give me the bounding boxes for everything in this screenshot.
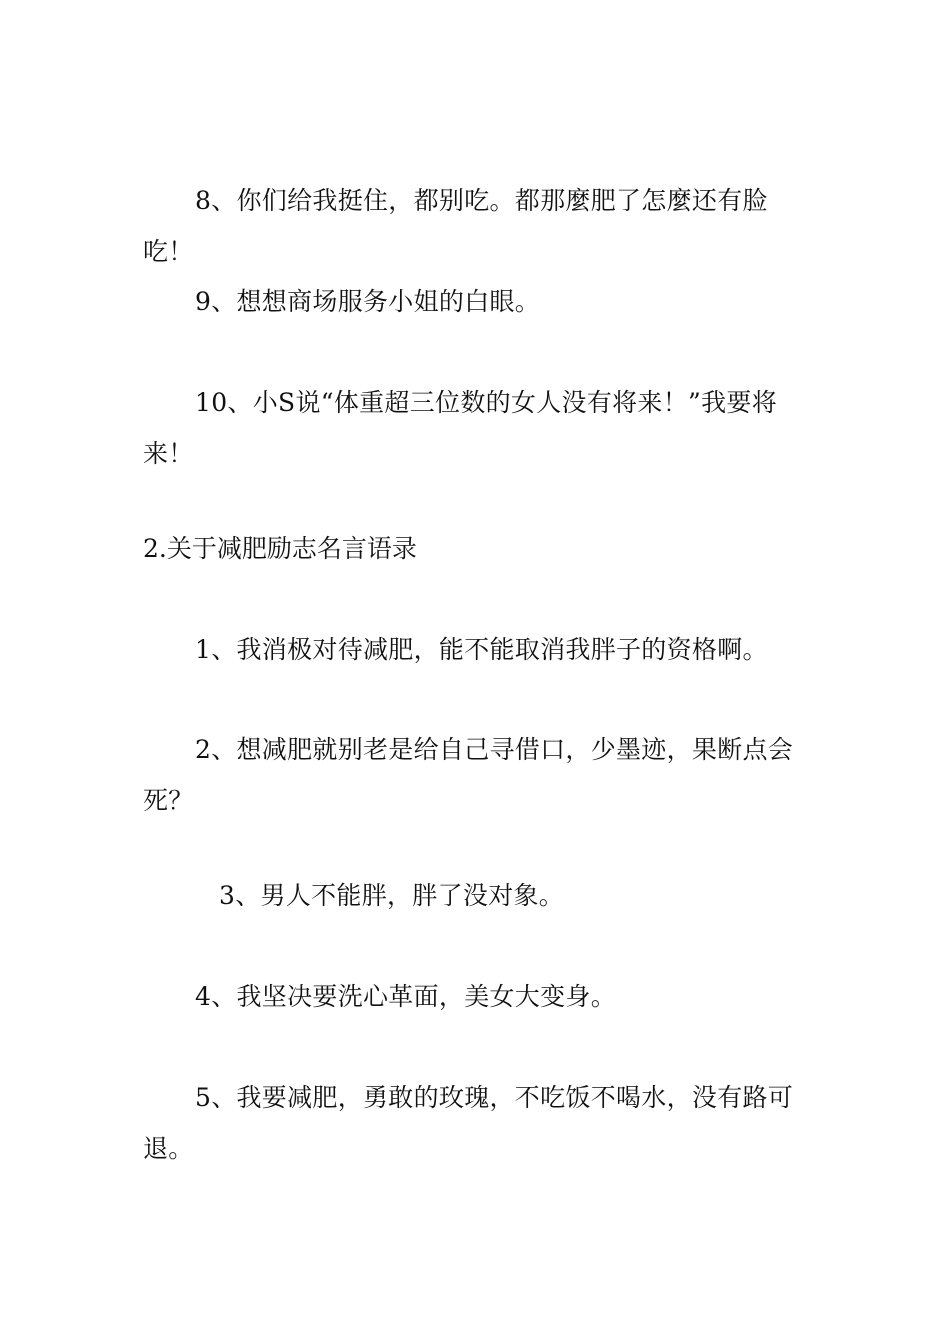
section-paragraph-3: 3、男人不能胖，胖了没对象。 [219, 881, 565, 910]
section-paragraph-2: 2、想减肥就别老是给自己寻借口，少墨迹，果断点会死？ [143, 735, 794, 815]
section-paragraph-5: 5、我要减肥，勇敢的玫瑰，不吃饭不喝水，没有路可退。 [143, 1083, 794, 1163]
section-paragraph-1: 1、我消极对待减肥，能不能取消我胖子的资格啊。 [195, 635, 768, 664]
paragraph-item-10: 10、小S说“体重超三位数的女人没有将来！”我要将来！ [143, 388, 778, 468]
paragraph-item-8: 8、你们给我挺住，都别吃。都那麼肥了怎麼还有脸吃！ [143, 186, 768, 266]
section-heading: 2.关于减肥励志名言语录 [143, 534, 417, 563]
section-paragraph-4: 4、我坚决要洗心革面，美女大变身。 [195, 982, 617, 1011]
paragraph-item-9: 9、想想商场服务小姐的白眼。 [195, 287, 541, 316]
